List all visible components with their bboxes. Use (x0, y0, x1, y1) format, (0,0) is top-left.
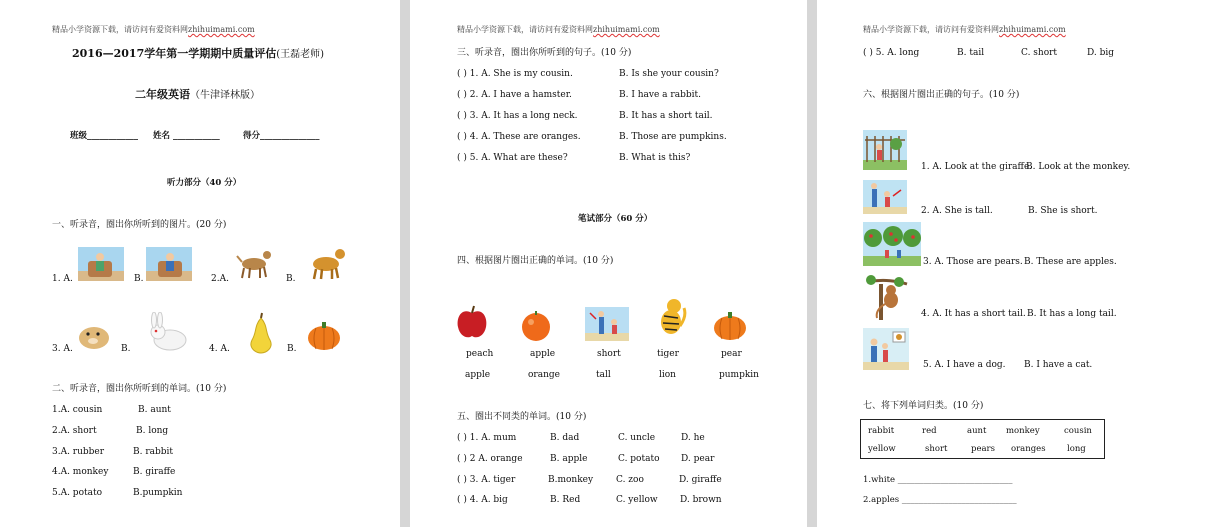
s4-word-tall: tall (596, 370, 611, 380)
section7-title: 七、将下列单词归类。(10 分) (863, 401, 984, 411)
s5-q4-b: B. Red (550, 495, 581, 505)
exam-subtitle (135, 89, 260, 101)
s5-q4-a: ( ) 4. A. big (457, 495, 508, 505)
answer-line-white[interactable]: 1.white ___________________________ (863, 475, 1013, 485)
answer-line-apples[interactable]: 2.apples ___________________________ (863, 495, 1017, 505)
page-header-3 (863, 24, 1066, 35)
cousin-picture (78, 247, 124, 281)
page-2 (410, 0, 807, 527)
s1-q3-label: 3. A. (52, 344, 73, 354)
s3-q1-b: B. Is she your cousin? (619, 69, 719, 79)
exam-title-text: 2016—2017学年第一学期期中质量评估 (72, 47, 277, 60)
s1-q1-b-label: B. (134, 274, 144, 284)
monkey-picture (863, 274, 909, 320)
s6-q2-b: B. She is short. (1028, 206, 1098, 216)
s5-q5-b: B. tail (957, 48, 985, 58)
word-aunt: aunt (967, 426, 987, 436)
s2-q2-b: B. long (136, 426, 169, 436)
exam-title-note: (王磊老师) (276, 49, 325, 60)
score-field: 得分______________ (243, 131, 320, 141)
section5-title: 五、圈出不同类的单词。(10 分) (457, 412, 587, 422)
section3-title: 三、听录音，圈出你所听到的句子。(10 分) (457, 48, 632, 58)
tall-girl-picture (863, 180, 907, 214)
s5-q1-c: C. uncle (618, 433, 656, 443)
s2-q1-a: 1.A. cousin (52, 405, 103, 415)
subtitle-text: 二年级英语 (135, 88, 190, 101)
s1-q2-label: 2.A. (211, 274, 229, 284)
class-field: 班级____________ (70, 131, 139, 141)
s3-q4-a: ( ) 4. A. These are oranges. (457, 132, 581, 142)
s5-q5-d: D. big (1087, 48, 1115, 58)
family-pet-picture (863, 328, 909, 370)
s3-q2-b: B. I have a rabbit. (619, 90, 701, 100)
pear-picture (246, 312, 276, 354)
word-pears: pears (971, 444, 995, 454)
word-oranges: oranges (1011, 444, 1046, 454)
apple-picture (456, 305, 488, 339)
pumpkin-picture (306, 320, 342, 352)
pumpkin-picture-2 (712, 310, 748, 342)
s6-q3-a: 3. A. Those are pears. (923, 257, 1023, 267)
tall-short-picture (585, 307, 629, 341)
s5-q1-a: ( ) 1. A. mum (457, 433, 517, 443)
exam-title (72, 48, 324, 60)
s3-q5-b: B. What is this? (619, 153, 691, 163)
s3-q3-b: B. It has a short tail. (619, 111, 713, 121)
page-1 (0, 0, 400, 527)
word-yellow: yellow (868, 444, 896, 454)
s6-q2-a: 2. A. She is tall. (921, 206, 993, 216)
s4-word-apple: apple (530, 349, 556, 359)
s2-q3-a: 3.A. rubber (52, 447, 105, 457)
s5-q3-c: C. zoo (616, 475, 644, 485)
word-long: long (1067, 444, 1086, 454)
written-header: 笔试部分（60 分） (578, 214, 653, 224)
header-text: 精品小学资源下载，请访问有爱资料网 (457, 25, 593, 34)
rabbit-picture (144, 312, 190, 352)
s3-q5-a: ( ) 5. A. What are these? (457, 153, 568, 163)
s1-q4-b-label: B. (287, 344, 297, 354)
header-site: zhihuimami.com (188, 25, 255, 34)
s2-q4-a: 4.A. monkey (52, 467, 109, 477)
page-header (52, 24, 255, 35)
section2-title: 二、听录音，圈出你所听到的单词。(10 分) (52, 384, 227, 394)
s4-word-pear: pear (721, 349, 742, 359)
s5-q1-b: B. dad (550, 433, 580, 443)
aunt-picture (146, 247, 192, 281)
s4-word-lion: lion (659, 370, 676, 380)
s5-q2-c: C. potato (618, 454, 660, 464)
word-short: short (925, 444, 948, 454)
s6-q5-b: B. I have a cat. (1024, 360, 1093, 370)
s5-q3-b: B.monkey (548, 475, 594, 485)
s3-q3-a: ( ) 3. A. It has a long neck. (457, 111, 578, 121)
s5-q5-a: ( ) 5. A. long (863, 48, 920, 58)
s3-q4-b: B. Those are pumpkins. (619, 132, 727, 142)
s5-q3-a: ( ) 3. A. tiger (457, 475, 516, 485)
s6-q1-b: B. Look at the monkey. (1026, 162, 1131, 172)
s5-q2-a: ( ) 2 A. orange (457, 454, 523, 464)
s6-q5-a: 5. A. I have a dog. (923, 360, 1006, 370)
s1-q2-b-label: B. (286, 274, 296, 284)
s1-q1-label: 1. A. (52, 274, 73, 284)
listening-header: 听力部分（40 分） (167, 178, 242, 188)
word-monkey: monkey (1006, 426, 1040, 436)
s6-q4-b: B. It has a long tail. (1027, 309, 1117, 319)
s4-word-short: short (597, 349, 621, 359)
s4-word-pumpkin: pumpkin (719, 370, 759, 380)
s4-word-peach: peach (466, 349, 494, 359)
s5-q4-c: C. yellow (616, 495, 658, 505)
subtitle-note: （牛津译林版） (190, 90, 260, 101)
s5-q1-d: D. he (681, 433, 705, 443)
word-cousin: cousin (1064, 426, 1092, 436)
word-red: red (922, 426, 937, 436)
header-site: zhihuimami.com (593, 25, 660, 34)
s2-q4-b: B. giraffe (133, 467, 176, 477)
orchard-picture (863, 222, 921, 266)
s3-q2-a: ( ) 2. A. I have a hamster. (457, 90, 572, 100)
hamster-picture (76, 318, 112, 352)
word-rabbit: rabbit (868, 426, 895, 436)
header-site: zhihuimami.com (999, 25, 1066, 34)
s5-q3-d: D. giraffe (679, 475, 722, 485)
page-3 (817, 0, 1221, 527)
s5-q4-d: D. brown (680, 495, 722, 505)
zoo-picture (863, 130, 907, 170)
s3-q1-a: ( ) 1. A. She is my cousin. (457, 69, 573, 79)
section4-title: 四、根据图片圈出正确的单词。(10 分) (457, 256, 614, 266)
s2-q5-b: B.pumpkin (133, 488, 183, 498)
s6-q4-a: 4. A. It has a short tail. (921, 309, 1026, 319)
s1-q4-label: 4. A. (209, 344, 230, 354)
section6-title: 六、根据图片圈出正确的句子。(10 分) (863, 90, 1020, 100)
s4-word-orange: orange (528, 370, 560, 380)
section1-title: 一、听录音，圈出你所听到的图片。(20 分) (52, 220, 227, 230)
s5-q5-c: C. short (1021, 48, 1058, 58)
s2-q3-b: B. rabbit (133, 447, 174, 457)
s6-q1-a: 1. A. Look at the giraffe. (921, 162, 1033, 172)
s6-q3-b: B. These are apples. (1024, 257, 1117, 267)
s2-q5-a: 5.A. potato (52, 488, 103, 498)
s4-word-tiger: tiger (657, 349, 679, 359)
tiger-picture (654, 296, 688, 340)
s4-word-apple-2: apple (465, 370, 491, 380)
s2-q1-b: B. aunt (138, 405, 171, 415)
header-text: 精品小学资源下载，请访问有爱资料网 (863, 25, 999, 34)
name-field: 姓名 ___________ (153, 131, 220, 141)
s1-q3-b-label: B. (121, 344, 131, 354)
page-header-2 (457, 24, 660, 35)
header-text: 精品小学资源下载，请访问有爱资料网 (52, 25, 188, 34)
orange-picture (519, 310, 553, 342)
s5-q2-d: D. pear (681, 454, 715, 464)
s5-q2-b: B. apple (550, 454, 588, 464)
s2-q2-a: 2.A. short (52, 426, 97, 436)
dog-picture (236, 246, 274, 280)
dog2-picture (306, 244, 348, 280)
